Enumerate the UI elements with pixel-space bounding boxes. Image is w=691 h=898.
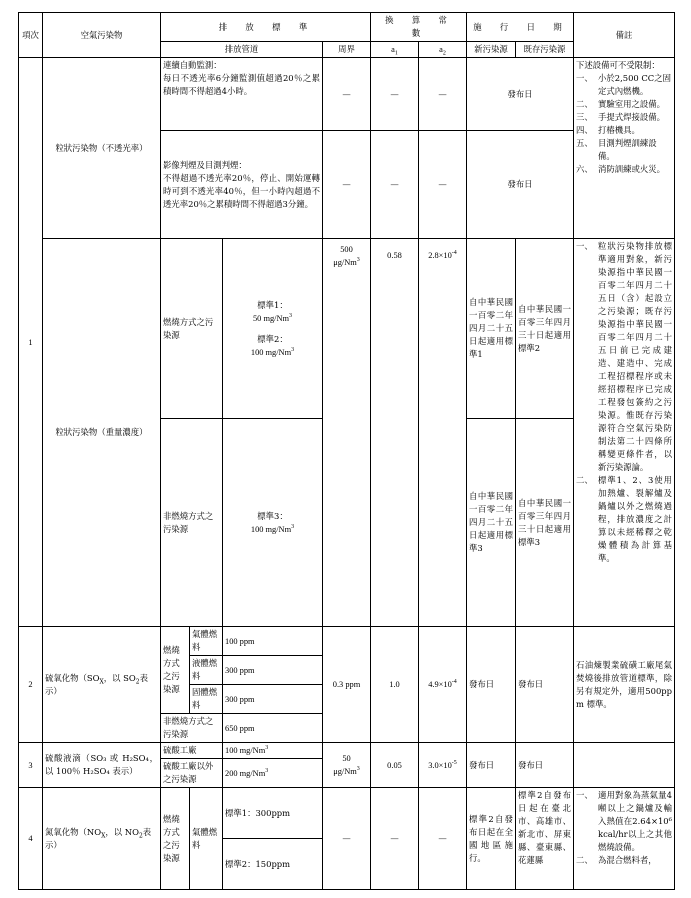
remark-item: 二、 實驗室用之設備。: [576, 99, 665, 109]
h2so4-other-label: 硫酸工廠以外之污染源: [161, 759, 223, 788]
opacity-remarks-list: [576, 72, 672, 176]
item-number-2: 2: [19, 627, 43, 743]
header-conversion-constant: 換 算 常 數: [371, 13, 467, 42]
sox-fuel-liquid-label: 液體燃料: [190, 656, 223, 685]
mass-existing-date-1: 自中華民國一百零三年四月三十日起適用標準2: [516, 239, 574, 419]
mass-a2: $2.8\times 10^{-4}$: [419, 239, 467, 627]
opacity-remarks: 下述設備可不受限制： 一、 小於2,500 CC之固定式內燃機。 二、 實驗室用之設備。 三、 手提式焊接設備。 四、 打樁機具。 五、 目測判煙訓練設備。 六、 消防訓練或火災。: [574, 58, 675, 239]
table-row-h2so4-plant: [19, 743, 675, 759]
header-perimeter: 周界: [323, 42, 371, 58]
opacity-cems-a1: —: [371, 58, 419, 131]
nox-remarks: [574, 788, 675, 890]
remark-item: 一、 小於2,500 CC之固定式內燃機。: [576, 73, 671, 96]
sox-new-date: 發布日: [467, 627, 516, 743]
opacity-visual-standard: 影像判煙及目測判煙： 不得超過不透光率20％，停止、開始運轉時可到不透光率40％，但一小時內超過不透光率20％之累積時間不得超過3分鐘。: [161, 131, 323, 239]
sox-fuel-gas-label: 氣體燃料: [190, 627, 223, 656]
table-row-nox-std1: [19, 788, 675, 839]
emission-standards-table: [18, 12, 675, 890]
h2so4-plant-value: 100 mg/Nm$^3$: [223, 743, 323, 759]
remark-item: 二、 為混合燃料者，: [576, 855, 657, 865]
nox-new-date: 標準2自發布日起在全國地區施行。: [467, 788, 516, 890]
remark-item: 一、 粒狀污染物排放標準適用對象，新污染源指中華民國一百零二年四月二十五日（含）起設立之污染源；既存污染源指中華民國一百零二年四月二十五日前已完成建造、建造中、完成工程招標程序或未經招標程序已完成工程發包簽約之污染源。惟既存污染源符合空氣污染防制法第二十四條所稱變更條件者，以新污染源論。: [576, 241, 672, 472]
opacity-cems-perimeter: —: [323, 58, 371, 131]
mass-noncombustion-standard: 標準3： 100 mg/Nm$^3$: [223, 419, 323, 627]
header-existing-source: 既存污染源: [516, 42, 574, 58]
item-number-1: 1: [19, 58, 43, 627]
opacity-cems-standard: 連續自動監測： 每日不透光率6分鐘監測值超過20％之累積時間不得超過4小時。: [161, 58, 323, 131]
sox-remarks: 石油煉製業硫磺工廠尾氣焚燒後排放管道標準，除另有規定外，適用500ppm 標準。: [574, 627, 675, 743]
header-item: 項次: [19, 13, 43, 58]
mass-perimeter: 500 μg/Nm$^3$: [323, 239, 371, 627]
mass-new-date-2: 自中華民國一百零二年四月二十五日起適用標準3: [467, 419, 516, 627]
sox-a2: $4.9\times 10^{-4}$: [419, 627, 467, 743]
remark-item: 六、 消防訓練或火災。: [576, 164, 665, 174]
sox-noncombustion-label: 非燃燒方式之污染源: [161, 714, 223, 743]
sox-combustion-label: 燃燒方式之污染源: [161, 627, 190, 714]
h2so4-remarks: [574, 743, 675, 788]
item-number-4: 4: [19, 788, 43, 890]
sox-fuel-gas-value: 100 ppm: [223, 627, 323, 656]
opacity-visual-date: 發布日: [467, 131, 574, 239]
mass-remarks-list: [576, 240, 672, 565]
table-row-sox-gas: [19, 627, 675, 656]
remark-item: 二、 標準1、2、3使用加熱爐、裂解爐及鍋爐以外之燃燒過程，排放濃度之計算以未經稀釋之乾燥體積為計算基準。: [576, 475, 672, 563]
nox-remarks-list: [576, 789, 672, 867]
item-number-3: 3: [19, 743, 43, 788]
mass-combustion-label: 燃燒方式之污染源: [161, 239, 223, 419]
h2so4-a1: 0.05: [371, 743, 419, 788]
nox-a2: —: [419, 788, 467, 890]
opacity-cems-date: 發布日: [467, 58, 574, 131]
mass-existing-date-2: 自中華民國一百零三年四月三十日起適用標準3: [516, 419, 574, 627]
opacity-visual-a2: —: [419, 131, 467, 239]
sox-fuel-liquid-value: 300 ppm: [223, 656, 323, 685]
remark-item: 五、 目測判煙訓練設備。: [576, 138, 657, 161]
header-emission-standard: 排 放 標 準: [161, 13, 371, 42]
h2so4-existing-date: 發布日: [516, 743, 574, 788]
header-new-source: 新污染源: [467, 42, 516, 58]
pollutant-opacity: 粒狀污染物（不透光率）: [43, 58, 161, 239]
header-a1: $a_1$: [371, 42, 419, 58]
nox-std1: 標準1：300ppm: [223, 788, 323, 839]
header-effective-date: 施 行 日 期: [467, 13, 574, 42]
sox-noncombustion-value: 650 ppm: [223, 714, 323, 743]
nox-combustion-label: 燃燒方式之污染源: [161, 788, 190, 890]
header-stack: 排放管道: [161, 42, 323, 58]
h2so4-plant-label: 硫酸工廠: [161, 743, 223, 759]
opacity-visual-a1: —: [371, 131, 419, 239]
header-a2: $a_2$: [419, 42, 467, 58]
mass-a1: 0.58: [371, 239, 419, 627]
nox-a1: —: [371, 788, 419, 890]
pollutant-sox: 硫氧化物（$SO_X$，以 $SO_2$表示）: [43, 627, 161, 743]
mass-combustion-standards: 標準1： 50 mg/Nm$^3$ 標準2： 100 mg/Nm$^3$: [223, 239, 323, 419]
pollutant-h2so4: 硫酸液滴（SO₃ 或 H₂SO₄，以 100％ H₂SO₄ 表示）: [43, 743, 161, 788]
sox-a1: 1.0: [371, 627, 419, 743]
pollutant-nox: 氮氧化物（$NO_X$，以 $NO_2$表示）: [43, 788, 161, 890]
header-remarks: 備註: [574, 13, 675, 58]
sox-existing-date: 發布日: [516, 627, 574, 743]
remark-item: 三、 手提式焊接設備。: [576, 112, 665, 122]
mass-remarks: [574, 239, 675, 627]
opacity-cems-a2: —: [419, 58, 467, 131]
mass-new-date-1: 自中華民國一百零二年四月二十五日起適用標準1: [467, 239, 516, 419]
header-row-1: [19, 13, 675, 42]
remark-item: 一、 適用對象為蒸氣量4噸以上之鍋爐及輸入熱值在2.64×10⁶ kcal/hr以上之其他燃燒設備。: [576, 790, 672, 852]
h2so4-perimeter: 50 μg/Nm$^3$: [323, 743, 371, 788]
header-pollutant: 空氣污染物: [43, 13, 161, 58]
emission-standards-page: [18, 12, 675, 890]
opacity-visual-perimeter: —: [323, 131, 371, 239]
h2so4-new-date: 發布日: [467, 743, 516, 788]
nox-existing-date: 標準2自發布日起在臺北市、高雄市、新北市、屏東縣、臺東縣、花蓮縣: [516, 788, 574, 890]
sox-perimeter: 0.3 ppm: [323, 627, 371, 743]
remark-item: 四、 打樁機具。: [576, 125, 640, 135]
h2so4-a2: $3.0\times 10^{-5}$: [419, 743, 467, 788]
pollutant-mass: 粒狀污染物（重量濃度）: [43, 239, 161, 627]
nox-std2: 標準2：150ppm: [223, 839, 323, 890]
table-row-mass-combustion: [19, 239, 675, 419]
h2so4-other-value: 200 mg/Nm$^3$: [223, 759, 323, 788]
table-row-opacity-cems: [19, 58, 675, 131]
sox-fuel-solid-value: 300 ppm: [223, 685, 323, 714]
nox-fuel-label: 氣體燃料: [190, 788, 223, 890]
mass-noncombustion-label: 非燃燒方式之污染源: [161, 419, 223, 627]
nox-perimeter: —: [323, 788, 371, 890]
sox-fuel-solid-label: 固體燃料: [190, 685, 223, 714]
